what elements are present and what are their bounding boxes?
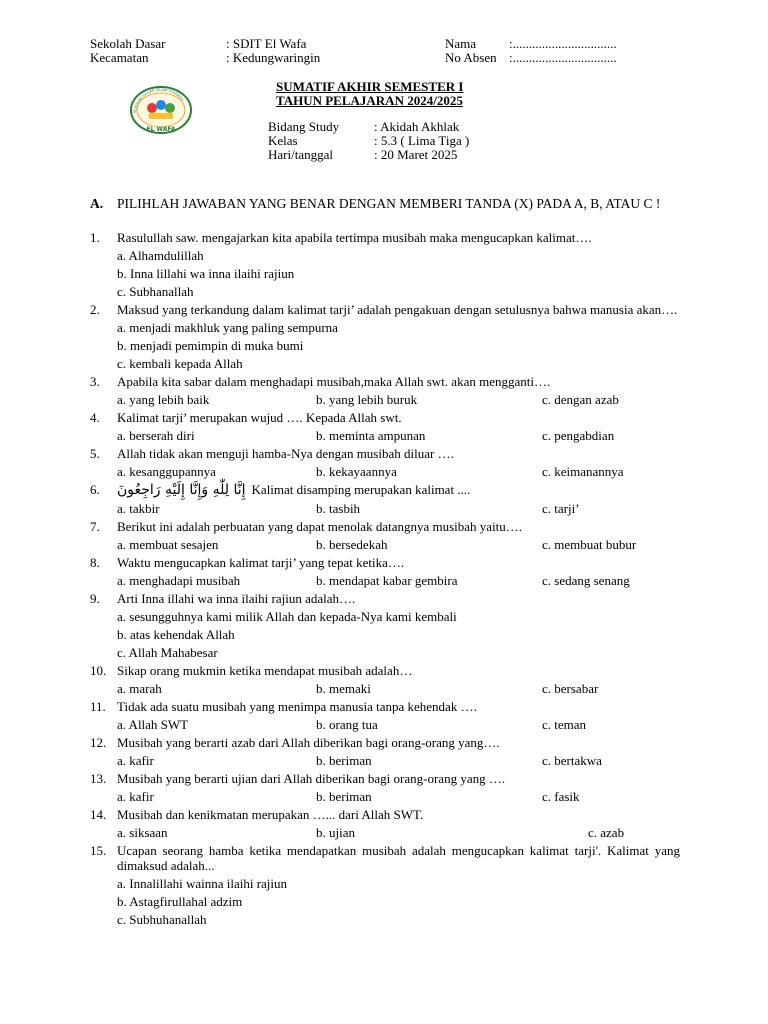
question-3	[90, 374, 680, 389]
option-a[interactable]: a. sesungguhnya kami milik Allah dan kepada-Nya kami kembali	[117, 609, 457, 624]
option-b[interactable]: b. kekayaannya	[316, 464, 397, 479]
academic-year: TAHUN PELAJARAN 2024/2025	[276, 93, 463, 108]
question-number: 13.	[90, 771, 107, 786]
option-row	[117, 609, 680, 624]
district-value: : Kedungwaringin	[226, 50, 321, 65]
date-label: Hari/tanggal	[268, 147, 333, 162]
option-c[interactable]: c. Allah Mahabesar	[117, 645, 218, 660]
option-b[interactable]: b. Inna lillahi wa inna ilaihi rajiun	[117, 266, 295, 281]
section-text: PILIHLAH JAWABAN YANG BENAR DENGAN MEMBERI TANDA (X) PADA A, B, ATAU C !	[117, 196, 661, 211]
question-text: Arti Inna illahi wa inna ilaihi rajiun adalah….	[117, 591, 356, 606]
name-label: Nama	[445, 36, 477, 51]
question-12	[90, 735, 680, 750]
option-a[interactable]: a. Alhamdulillah	[117, 248, 204, 263]
question-text: Musibah yang berarti azab dari Allah diberikan bagi orang-orang yang….	[117, 735, 500, 750]
option-row	[117, 338, 680, 353]
option-row	[117, 501, 680, 516]
subject-value: : Akidah Akhlak	[374, 119, 460, 134]
question-number: 5.	[90, 446, 100, 461]
option-row	[117, 912, 680, 927]
option-a[interactable]: a. membuat sesajen	[117, 537, 219, 552]
exam-title: SUMATIF AKHIR SEMESTER I	[276, 79, 464, 94]
question-10	[90, 663, 680, 678]
option-row	[117, 645, 680, 660]
question-4	[90, 410, 680, 425]
question-text: Kalimat tarji’ merupakan wujud …. Kepada Allah swt.	[117, 410, 402, 425]
question-text: إِنَّا لِلّٰهِ وَإِنَّا إِلَيْهِ رَاجِعُونَ Kalimat disamping merupakan kalimat ....	[117, 482, 471, 498]
absen-field: :................................	[509, 50, 617, 65]
option-c[interactable]: c. tarji’	[542, 501, 580, 516]
option-row	[117, 894, 680, 909]
arabic-phrase: إِنَّا لِلّٰهِ وَإِنَّا إِلَيْهِ رَاجِعُونَ	[117, 482, 246, 498]
question-1	[90, 230, 680, 245]
question-text: Rasulullah saw. mengajarkan kita apabila tertimpa musibah maka mengucapkan kalimat….	[117, 230, 592, 245]
question-text: Sikap orang mukmin ketika mendapat musibah adalah…	[117, 663, 413, 678]
option-a[interactable]: a. kesanggupannya	[117, 464, 216, 479]
option-c[interactable]: c. pengabdian	[542, 428, 615, 443]
option-b[interactable]: b. tasbih	[316, 501, 361, 516]
option-a[interactable]: a. Allah SWT	[117, 717, 189, 732]
option-row	[117, 392, 680, 407]
question-11	[90, 699, 680, 714]
option-b[interactable]: b. menjadi pemimpin di muka bumi	[117, 338, 304, 353]
question-9	[90, 591, 680, 606]
question-6	[90, 482, 680, 498]
question-text: Tidak ada suatu musibah yang menimpa manusia tanpa kehendak ….	[117, 699, 477, 714]
question-number: 9.	[90, 591, 100, 606]
option-b[interactable]: b. orang tua	[316, 717, 378, 732]
option-row	[117, 320, 680, 335]
question-13	[90, 771, 680, 786]
option-c[interactable]: c. fasik	[542, 789, 580, 804]
option-c[interactable]: c. teman	[542, 717, 587, 732]
option-row	[117, 789, 680, 804]
question-14	[90, 807, 680, 822]
option-a[interactable]: a. marah	[117, 681, 162, 696]
school-label: Sekolah Dasar	[90, 36, 166, 51]
logo-top-text: SEKOLAH DASAR ISLAM TERPADU	[132, 87, 185, 114]
option-a[interactable]: a. takbir	[117, 501, 160, 516]
question-text: Ucapan seorang hamba ketika mendapatkan musibah adalah mengucapkan kalimat tarji'. Kalimat yang dimaksud adalah...	[117, 843, 680, 873]
option-b[interactable]: b. ujian	[316, 825, 355, 840]
question-number: 2.	[90, 302, 100, 317]
subject-label: Bidang Study	[268, 119, 340, 134]
option-a[interactable]: a. menjadi makhluk yang paling sempurna	[117, 320, 338, 335]
question-number: 7.	[90, 519, 100, 534]
question-number: 1.	[90, 230, 100, 245]
option-row	[117, 537, 680, 552]
question-number: 12.	[90, 735, 107, 750]
question-text: Berikut ini adalah perbuatan yang dapat menolak datangnya musibah yaitu….	[117, 519, 523, 534]
option-b[interactable]: b. bersedekah	[316, 537, 388, 552]
option-c[interactable]: c. keimanannya	[542, 464, 624, 479]
question-number: 10.	[90, 663, 107, 678]
option-c[interactable]: c. bertakwa	[542, 753, 602, 768]
option-row	[117, 266, 680, 281]
option-a[interactable]: a. berserah diri	[117, 428, 195, 443]
option-c[interactable]: c. azab	[588, 825, 625, 840]
option-row	[117, 573, 680, 588]
option-c[interactable]: c. bersabar	[542, 681, 599, 696]
option-row	[117, 356, 680, 371]
date-value: : 20 Maret 2025	[374, 147, 458, 162]
option-a[interactable]: a. siksaan	[117, 825, 168, 840]
question-number: 11.	[90, 699, 106, 714]
question-15	[90, 843, 680, 873]
question-text: Waktu mengucapkan kalimat tarji’ yang tepat ketika….	[117, 555, 405, 570]
section-label: A.	[90, 196, 104, 211]
class-label: Kelas	[268, 133, 298, 148]
district-label: Kecamatan	[90, 50, 149, 65]
name-field: :................................	[509, 36, 617, 51]
option-a[interactable]: a. menghadapi musibah	[117, 573, 241, 588]
class-value: : 5.3 ( Lima Tiga )	[374, 133, 470, 148]
option-b[interactable]: b. mendapat kabar gembira	[316, 573, 458, 588]
question-number: 4.	[90, 410, 100, 425]
option-row	[117, 428, 680, 443]
option-c[interactable]: c. Subhuhanallah	[117, 912, 207, 927]
option-row	[117, 681, 680, 696]
option-a[interactable]: a. Innalillahi wainna ilaihi rajiun	[117, 876, 288, 891]
logo-bottom-text: EL WAFA	[146, 126, 176, 133]
option-c[interactable]: c. Subhanallah	[117, 284, 194, 299]
question-text: Musibah yang berarti ujian dari Allah diberikan bagi orang-orang yang ….	[117, 771, 506, 786]
option-b[interactable]: b. yang lebih buruk	[316, 392, 418, 407]
option-row	[117, 825, 680, 840]
school-value: : SDIT El Wafa	[226, 36, 307, 51]
absen-label: No Absen	[445, 50, 497, 65]
question-text: Apabila kita sabar dalam menghadapi musibah,maka Allah swt. akan mengganti….	[117, 374, 551, 389]
option-row	[117, 464, 680, 479]
question-8	[90, 555, 680, 570]
question-text: Musibah dan kenikmatan merupakan …... dari Allah SWT.	[117, 807, 424, 822]
option-a[interactable]: a. kafir	[117, 789, 154, 804]
option-row	[117, 627, 680, 642]
option-b[interactable]: b. atas kehendak Allah	[117, 627, 235, 642]
question-number: 14.	[90, 807, 107, 822]
option-c[interactable]: c. kembali kepada Allah	[117, 356, 243, 371]
option-a[interactable]: a. yang lebih baik	[117, 392, 210, 407]
question-text: Maksud yang terkandung dalam kalimat tarji’ adalah pengakuan dengan setulusnya bahwa manusia akan….	[117, 302, 678, 317]
option-c[interactable]: c. sedang senang	[542, 573, 630, 588]
option-row	[117, 248, 680, 263]
option-b[interactable]: b. beriman	[316, 789, 372, 804]
question-text: Allah tidak akan menguji hamba-Nya dengan musibah diluar ….	[117, 446, 454, 461]
option-a[interactable]: a. kafir	[117, 753, 154, 768]
option-row	[117, 717, 680, 732]
option-b[interactable]: b. memaki	[316, 681, 371, 696]
question-number: 8.	[90, 555, 100, 570]
question-5	[90, 446, 680, 461]
option-row	[117, 753, 680, 768]
section-instruction	[90, 196, 680, 212]
question-number: 3.	[90, 374, 100, 389]
question-list	[90, 230, 680, 930]
option-row	[117, 284, 680, 299]
school-logo	[128, 83, 194, 135]
option-c[interactable]: c. dengan azab	[542, 392, 619, 407]
option-row	[117, 876, 680, 891]
option-b[interactable]: b. beriman	[316, 753, 372, 768]
option-b[interactable]: b. meminta ampunan	[316, 428, 426, 443]
question-number: 15.	[90, 843, 107, 858]
option-b[interactable]: b. Astagfirullahal adzim	[117, 894, 243, 909]
question-7	[90, 519, 680, 534]
option-c[interactable]: c. membuat bubur	[542, 537, 637, 552]
question-number: 6.	[90, 482, 100, 497]
question-2	[90, 302, 680, 317]
